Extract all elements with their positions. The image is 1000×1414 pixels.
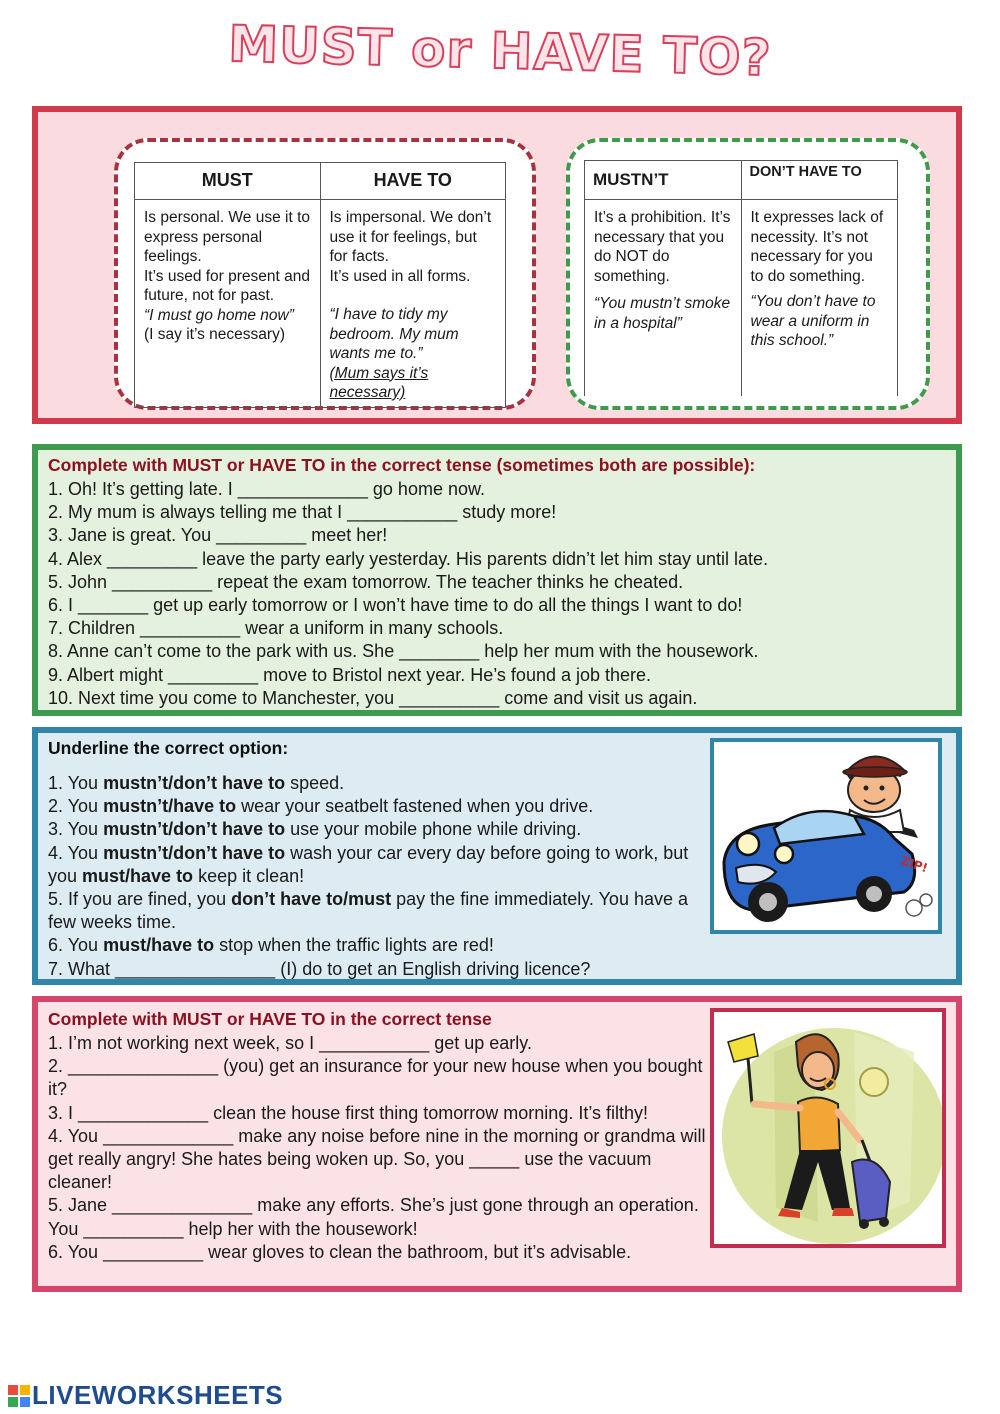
dont-have-to-header: DON’T HAVE TO (741, 161, 898, 200)
mustnt-header: MUSTN’T (585, 161, 742, 200)
list-item: 7. What ________________ (I) do to get an English driving licence? (48, 958, 591, 979)
exercise-1-list (48, 478, 768, 710)
list-item: 4. You _____________ make any noise before nine in the morning or grandma will get really angry! She hates being woken up. So, you _____ use the vacuum cleaner! (48, 1125, 706, 1193)
must-explanation: Is personal. We use it to express personal feelings. It’s used for present and future, not for past. (144, 209, 311, 304)
exercise-2-section (32, 727, 962, 985)
list-item: 1. Oh! It’s getting late. I _____________ go home now. (48, 479, 485, 499)
have-to-header: HAVE TO (320, 163, 506, 200)
exercise-1-section (32, 444, 962, 716)
option-choice[interactable]: must/have to (103, 935, 215, 956)
list-item: 2. You mustn’t/have to wear your seatbelt fastened when you drive. (48, 796, 594, 817)
cleaning-lady-illustration (710, 1008, 946, 1248)
dont-have-to-example: “You don’t have to wear a uniform in this school.” (750, 293, 876, 349)
list-item: 4. Alex _________ leave the party early yesterday. His parents didn’t let him stay until late. (48, 548, 769, 569)
page-title: MUST or HAVE TO? (227, 14, 773, 88)
option-choice[interactable]: don’t have to/must (231, 889, 392, 910)
car-drawing (714, 742, 938, 930)
grammar-section (32, 106, 962, 424)
must-note: (I say it’s necessary) (144, 326, 285, 343)
list-item: 4. You mustn’t/don’t have to wash your car every day before going to work, but you must/have to keep it clean! (48, 842, 689, 886)
option-choice[interactable]: mustn’t/don’t have to (103, 819, 286, 840)
list-item: 5. If you are fined, you don’t have to/must pay the fine immediately. You have a few weeks time. (48, 889, 688, 933)
list-item: 3. Jane is great. You _________ meet her! (48, 525, 388, 546)
exercise-2-list (48, 772, 708, 981)
must-cell (135, 200, 321, 408)
list-item: 10. Next time you come to Manchester, you __________ come and visit us again. (48, 687, 698, 708)
list-item: 6. I _______ get up early tomorrow or I won’t have time to do all the things I want to do! (48, 595, 743, 616)
option-choice[interactable]: must/have to (82, 865, 194, 886)
car-illustration (710, 738, 942, 934)
list-item: 1. I’m not working next week, so I ___________ get up early. (48, 1033, 532, 1053)
list-item: 2. My mum is always telling me that I ___________ study more! (48, 502, 557, 523)
must-header: MUST (135, 163, 321, 200)
must-have-to-table (134, 162, 506, 408)
have-to-cell (320, 200, 506, 408)
mustnt-cell (585, 200, 742, 397)
have-to-example: “I have to tidy my bedroom. My mum wants me to.” (329, 306, 459, 362)
must-have-to-card (114, 138, 536, 410)
zip-caption: ZIP! (899, 853, 930, 876)
have-to-note: (Mum says it’s necessary) (329, 364, 429, 401)
liveworksheets-logo[interactable] (8, 1380, 283, 1411)
dont-have-to-cell (741, 200, 898, 397)
option-choice[interactable]: mustn’t/have to (103, 796, 237, 817)
list-item: 5. John __________ repeat the exam tomorrow. The teacher thinks he cheated. (48, 571, 684, 592)
list-item: 1. You mustn’t/don’t have to speed. (48, 773, 345, 793)
cleaning-lady-drawing (714, 1012, 942, 1244)
list-item: 6. You __________ wear gloves to clean the bathroom, but it’s advisable. (48, 1241, 632, 1262)
list-item: 3. You mustn’t/don’t have to use your mobile phone while driving. (48, 819, 582, 840)
exercise-1-instruction: Complete with MUST or HAVE TO in the correct tense (sometimes both are possible): (48, 455, 756, 475)
mustnt-explanation: It’s a prohibition. It’s necessary that you do NOT do something. (594, 209, 731, 285)
exercise-2-instruction: Underline the correct option: (48, 738, 289, 758)
list-item: 8. Anne can’t come to the park with us. She ________ help her mum with the housework. (48, 641, 759, 662)
must-example: “I must go home now” (144, 306, 294, 324)
list-item: 6. You must/have to stop when the traffic lights are red! (48, 935, 494, 956)
list-item: 3. I _____________ clean the house first thing tomorrow morning. It’s filthy! (48, 1102, 649, 1123)
exercise-3-instruction: Complete with MUST or HAVE TO in the correct tense (48, 1009, 492, 1029)
mustnt-dont-have-to-table (584, 160, 898, 396)
list-item: 5. Jane ______________ make any efforts. She’s just gone through an operation. You __________ help her with the housework! (48, 1195, 699, 1239)
list-item: 7. Children __________ wear a uniform in many schools. (48, 618, 504, 639)
exercise-3-list (48, 1032, 708, 1264)
logo-text: LIVEWORKSHEETS (32, 1380, 284, 1410)
list-item: 9. Albert might _________ move to Bristol next year. He’s found a job there. (48, 664, 652, 685)
mustnt-example: “You mustn’t smoke in a hospital” (594, 295, 731, 332)
exercise-3-section (32, 996, 962, 1292)
list-item: 2. _______________ (you) get an insurance for your new house when you bought it? (48, 1056, 703, 1100)
dont-have-to-explanation: It expresses lack of necessity. It’s not necessary for you to do something. (750, 209, 884, 285)
mustnt-dont-have-to-card (566, 138, 930, 410)
option-choice[interactable]: mustn’t/don’t have to (103, 773, 286, 793)
option-choice[interactable]: mustn’t/don’t have to (103, 842, 286, 863)
have-to-explanation: Is impersonal. We don’t use it for feelings, but for facts. It’s used in all forms. (329, 209, 492, 285)
logo-blocks-icon (8, 1383, 30, 1405)
